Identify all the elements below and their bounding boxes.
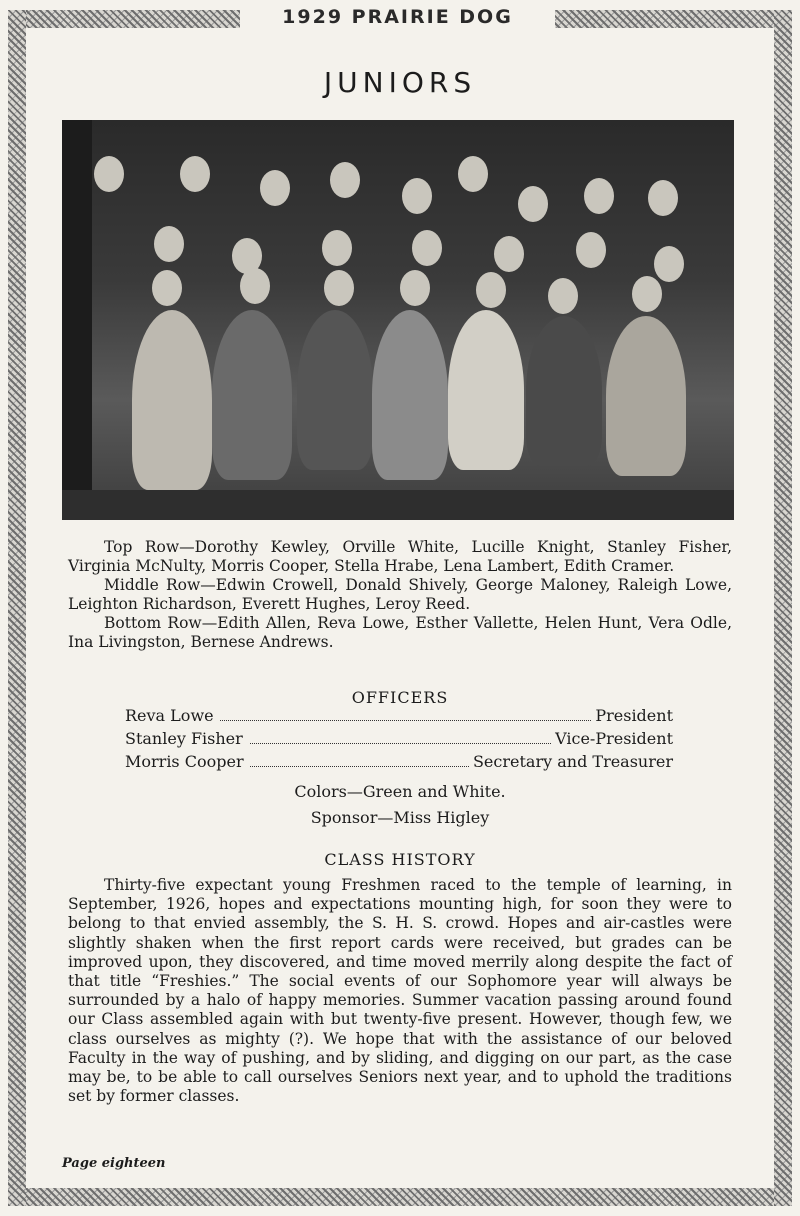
photo-figure — [240, 268, 270, 304]
caption-top-row: Top Row—Dorothy Kewley, Orville White, Lucille Knight, Stanley Fisher, Virginia McNulty, Morris Cooper, Stella Hrabe, Lena Lambert, Edith Cramer. — [68, 538, 732, 575]
page-title: JUNIORS — [323, 66, 477, 99]
photo-figure — [324, 270, 354, 306]
photo-curtain — [62, 120, 92, 520]
photo-figure — [494, 236, 524, 272]
photo-figure — [412, 230, 442, 266]
photo-figure — [526, 316, 602, 466]
officers-heading: OFFICERS — [351, 688, 449, 707]
caption-bottom-row: Bottom Row—Edith Allen, Reva Lowe, Esther Vallette, Helen Hunt, Vera Odle, Ina Livingston, Bernese Andrews. — [68, 614, 732, 651]
photo-figure — [632, 276, 662, 312]
photo-figure — [400, 270, 430, 306]
photo-figure — [476, 272, 506, 308]
photo-figure — [152, 270, 182, 306]
running-head: 1929 PRAIRIE DOG — [282, 6, 513, 28]
photo-figure — [518, 186, 548, 222]
border-left — [8, 10, 26, 1206]
photo-figure — [180, 156, 210, 192]
page-number: Page eighteen — [62, 1156, 166, 1171]
history-heading: CLASS HISTORY — [324, 850, 476, 869]
photo-figure — [606, 316, 686, 476]
photo-figure — [654, 246, 684, 282]
photo-figure — [260, 170, 290, 206]
officer-row — [125, 706, 673, 728]
photo-figure — [94, 156, 124, 192]
photo-figure — [584, 178, 614, 214]
photo-figure — [548, 278, 578, 314]
photo-floor — [62, 490, 734, 520]
officer-role: Secretary and Treasurer — [469, 752, 673, 771]
officer-role: Vice-President — [551, 729, 673, 748]
officer-name: Stanley Fisher — [125, 729, 249, 748]
class-photo — [62, 120, 734, 520]
photo-figure — [212, 310, 292, 480]
class-sponsor: Sponsor—Miss Higley — [310, 808, 490, 827]
history-text: Thirty-five expectant young Freshmen raced to the temple of learning, in September, 1926, hopes and expectations mounting high, for soon they were to belong to that envied assembly, the S. H. S. crowd. Hopes and air-castles were slightly shaken when the first report cards were received, but grades can be improved upon, they discovered, and time moved merrily along despite the fact of that title “Freshies.” The social events of our Sophomore year will always be surrounded by a halo of happy memories. Summer vacation passing around found our Class assembled again with but twenty-five present. However, though few, we class ourselves as mighty (?). We hope that with the assistance of our beloved Faculty in the way of pushing, and by sliding, and digging on our part, as the case may be, to be able to call ourselves Seniors next year, and to uphold the traditions set by former classes. — [68, 876, 732, 1106]
officer-row — [125, 752, 673, 774]
photo-figure — [154, 226, 184, 262]
class-colors: Colors—Green and White. — [294, 782, 506, 801]
photo-caption — [68, 538, 732, 652]
officer-name: Reva Lowe — [125, 706, 220, 725]
photo-figure — [458, 156, 488, 192]
border-right — [774, 10, 792, 1206]
photo-figure — [448, 310, 524, 470]
photo-figure — [372, 310, 448, 480]
photo-figure — [132, 310, 212, 490]
officer-role: President — [591, 706, 673, 725]
caption-middle-row: Middle Row—Edwin Crowell, Donald Shively, George Maloney, Raleigh Lowe, Leighton Richardson, Everett Hughes, Leroy Reed. — [68, 576, 732, 613]
officer-row — [125, 729, 673, 751]
officer-name: Morris Cooper — [125, 752, 250, 771]
border-bottom — [14, 1188, 786, 1206]
photo-figure — [297, 310, 373, 470]
photo-figure — [402, 178, 432, 214]
photo-figure — [322, 230, 352, 266]
photo-figure — [330, 162, 360, 198]
photo-figure — [648, 180, 678, 216]
photo-figure — [576, 232, 606, 268]
